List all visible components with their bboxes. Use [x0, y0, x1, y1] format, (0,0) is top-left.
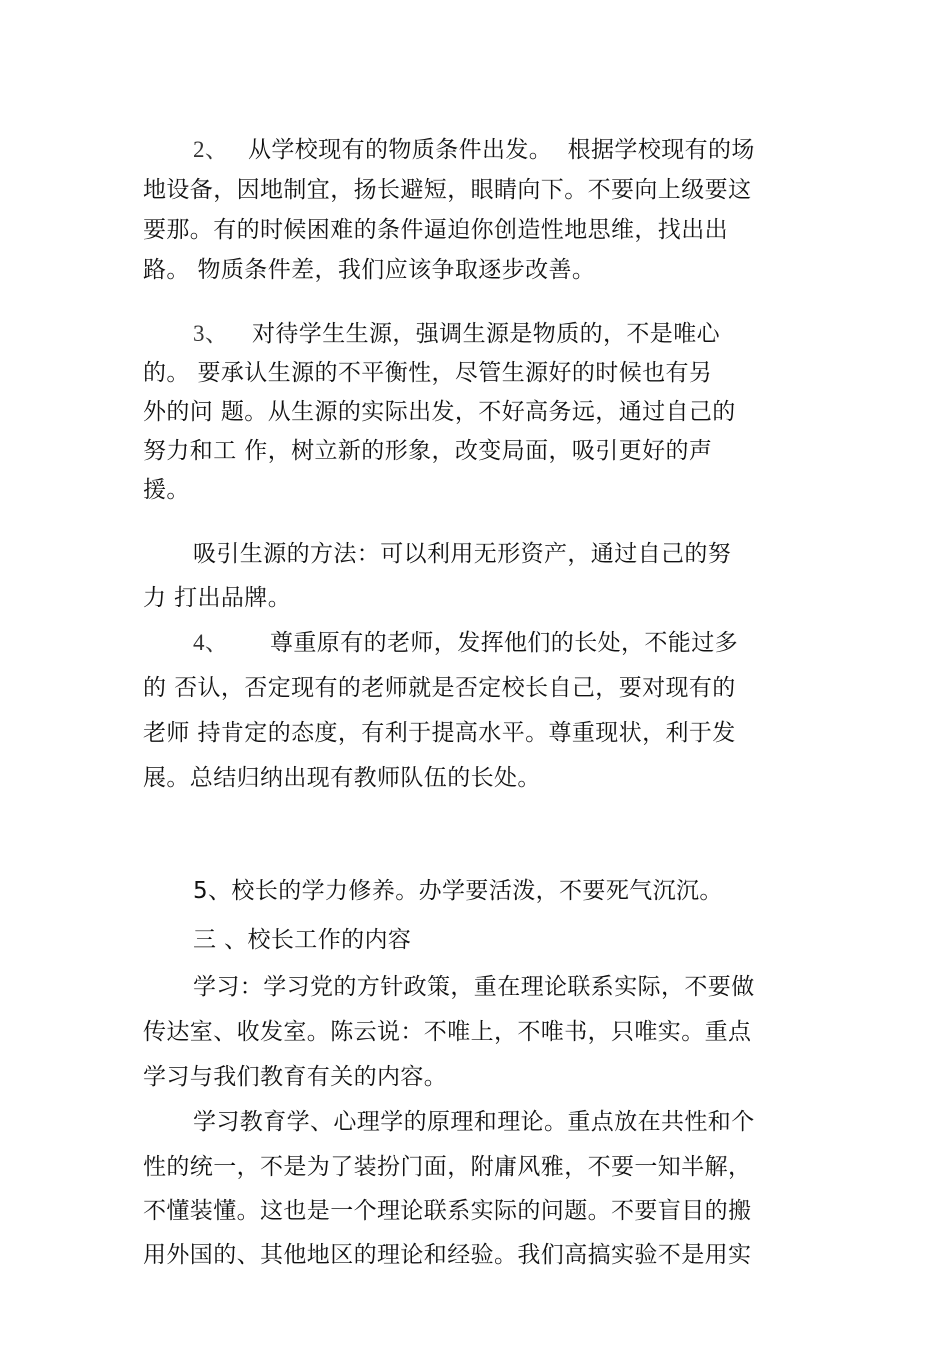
text-line: 的 否认，否定现有的老师就是否定校长自己，要对现有的: [143, 675, 736, 701]
text-line: 用外国的、其他地区的理论和经验。我们高搞实验不是用实: [143, 1242, 752, 1268]
text-line: 要那。有的时候困难的条件逼迫你创造性地思维，找出出: [143, 217, 728, 243]
item-number-3: 3、: [193, 321, 229, 346]
text-line: 尊重原有的老师，发挥他们的长处，不能过多: [270, 630, 738, 656]
text-line: 性的统一，不是为了装扮门面，附庸风雅，不要一知半解，: [143, 1154, 752, 1180]
text-line: 5、校长的学力修养。办学要活泼，不要死气沉沉。: [193, 878, 723, 904]
text-line: 努力和工 作，树立新的形象，改变局面，吸引更好的声: [143, 438, 713, 464]
text-line: 从学校现有的物质条件出发。 根据学校现有的场: [248, 137, 755, 163]
item-number-4: 4、: [193, 630, 229, 655]
text-line: 路。 物质条件差，我们应该争取逐步改善。: [143, 257, 596, 283]
text-line: 学习：学习党的方针政策，重在理论联系实际，不要做: [193, 974, 755, 1000]
item-number-2: 2、: [193, 137, 229, 162]
text-line: 学习教育学、心理学的原理和理论。重点放在共性和个: [193, 1109, 755, 1135]
text-line: 学习与我们教育有关的内容。: [143, 1064, 448, 1090]
text-line: 老师 持肯定的态度，有利于提高水平。尊重现状，利于发: [143, 720, 736, 746]
text-line: 展。总结归纳出现有教师队伍的长处。: [143, 765, 541, 791]
text-line: 力 打出品牌。: [143, 585, 292, 611]
text-line: 对待学生生源，强调生源是物质的，不是唯心: [252, 321, 720, 347]
text-line: 的。 要承认生源的不平衡性，尽管生源好的时候也有另: [143, 360, 713, 386]
text-line: 地设备，因地制宜，扬长避短，眼睛向下。不要向上级要这: [143, 177, 752, 203]
text-line: 传达室、收发室。陈云说：不唯上，不唯书，只唯实。重点: [143, 1019, 752, 1045]
text-line: 援。: [143, 477, 190, 503]
section-heading: 三 、校长工作的内容: [193, 927, 412, 953]
text-line: 吸引生源的方法：可以利用无形资产，通过自己的努: [193, 541, 732, 567]
text-line: 外的问 题。从生源的实际出发，不好高务远，通过自己的: [143, 399, 736, 425]
text-line: 不懂装懂。这也是一个理论联系实际的问题。不要盲目的搬: [143, 1198, 752, 1224]
